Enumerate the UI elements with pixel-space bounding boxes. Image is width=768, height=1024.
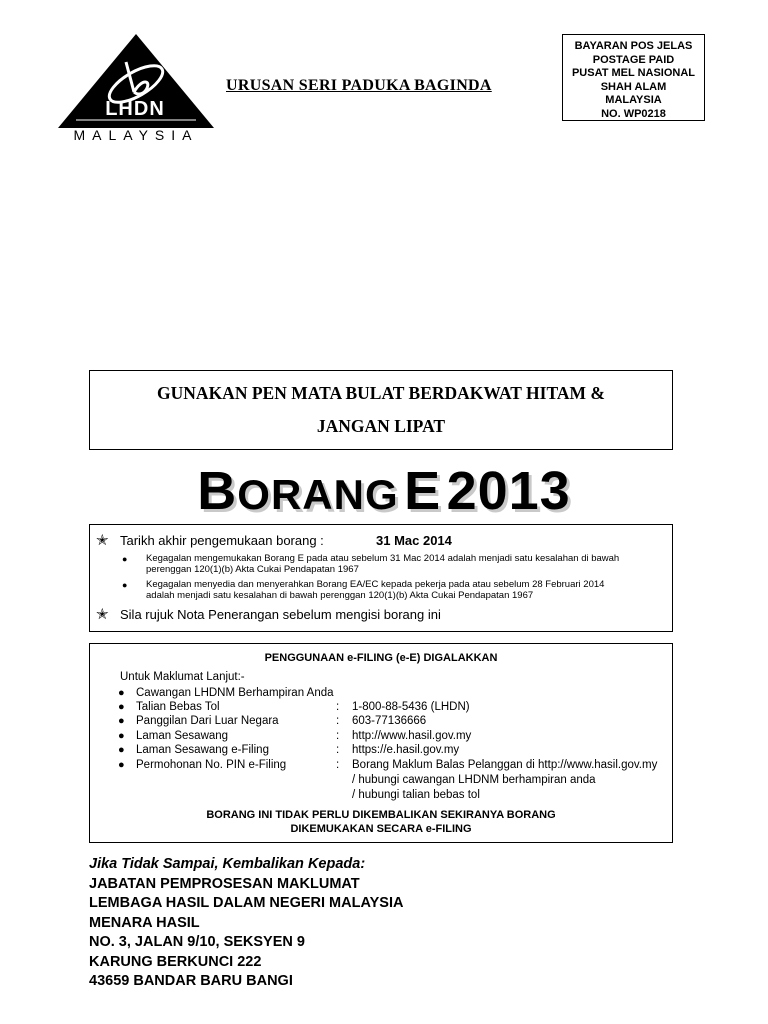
bullet-icon: ● [118,687,125,699]
info-colon: : [336,715,340,727]
postage-line: BAYARAN POS JELAS [574,40,693,52]
info-row [90,687,674,701]
info-label: Laman Sesawang [136,730,229,742]
postage-paid-box [562,34,705,121]
info-row [90,715,674,729]
bullet-icon: ● [118,759,125,771]
title-e: E [404,461,442,521]
lhdn-logo [56,32,216,144]
deadline-date: 31 Mac 2014 [376,533,452,548]
efiling-header: PENGGUNAAN e-FILING (e-E) DIGALAKKAN [264,652,498,664]
info-label: Talian Bebas Tol [136,701,220,713]
title-b: B [197,461,238,521]
note-2-line-2: adalah menjadi satu kesalahan di bawah perenggan 120(1)(b) Akta Cukai Pendapatan 1967 [146,590,534,601]
info-label: Laman Sesawang e-Filing [136,744,269,756]
efiling-footer-1: BORANG INI TIDAK PERLU DIKEMBALIKAN SEKIRANYA BORANG [206,809,556,821]
efiling-box [89,643,673,843]
info-label: Cawangan LHDNM Berhampiran Anda [136,687,334,699]
notice-line-1: GUNAKAN PEN MATA BULAT BERDAKWAT HITAM & [157,383,605,403]
info-label: Permohonan No. PIN e-Filing [136,759,287,771]
refer-note: Sila rujuk Nota Penerangan sebelum mengisi borang ini [120,607,441,622]
address-line: MENARA HASIL [89,914,200,931]
info-value: https://e.hasil.gov.my [352,744,460,756]
bullet-icon: ● [118,730,125,742]
deadline-box [89,524,673,632]
logo-country: MALAYSIA [73,127,199,143]
info-row [90,759,674,773]
address-line: NO. 3, JALAN 9/10, SEKSYEN 9 [89,934,305,950]
title-orang: ORANG [237,471,399,518]
info-label: Panggilan Dari Luar Negara [136,715,279,727]
efiling-intro: Untuk Maklumat Lanjut:- [120,671,245,683]
info-colon: : [336,701,340,713]
note-1-line-1: Kegagalan mengemukakan Borang E pada atau sebelum 31 Mac 2014 adalah menjadi satu kesalahan di bawah [146,553,620,564]
star-icon: ✭ [96,606,109,623]
bullet-icon: ● [118,715,125,727]
note-1-line-2: perenggan 120(1)(b) Akta Cukai Pendapatan 1967 [146,564,359,575]
pin-continuation-2: / hubungi talian bebas tol [352,789,480,801]
info-colon: : [336,730,340,742]
deadline-label: Tarikh akhir pengemukaan borang : [120,533,324,548]
note-2 [146,579,604,601]
info-colon: : [336,759,340,771]
postage-line: POSTAGE PAID [592,53,675,66]
title-year: 2013 [446,461,571,521]
return-address [89,855,403,992]
note-1 [146,553,619,575]
address-line: LEMBAGA HASIL DALAM NEGERI MALAYSIA [89,895,404,911]
postage-line: NO. WP0218 [601,107,666,120]
address-line: JABATAN PEMPROSESAN MAKLUMAT [89,875,360,892]
efiling-footer-2: DIKEMUKAKAN SECARA e-FILING [290,823,472,835]
notice-line-2: JANGAN LIPAT [316,416,446,436]
info-row [90,730,674,744]
address-line: 43659 BANDAR BARU BANGI [89,973,293,989]
info-row [90,744,674,758]
bullet-icon: ● [122,580,128,590]
bullet-icon: ● [118,701,125,713]
info-value: http://www.hasil.gov.my [352,730,472,742]
info-colon: : [336,744,340,756]
return-heading: Jika Tidak Sampai, Kembalikan Kepada: [89,856,366,872]
info-value: 1-800-88-5436 (LHDN) [352,701,470,713]
form-title [0,460,768,522]
info-row [90,701,674,715]
address-line: KARUNG BERKUNCI 222 [89,953,262,970]
note-2-line-1: Kegagalan menyedia dan menyerahkan Borang EA/EC kepada pekerja pada atau sebelum 28 Februari 2014 [146,579,605,590]
logo-text: LHDN [105,98,165,120]
info-value: 603-77136666 [352,715,427,727]
postage-line: PUSAT MEL NASIONAL [571,67,696,80]
bullet-icon: ● [118,744,125,756]
urusan-heading: URUSAN SERI PADUKA BAGINDA [226,77,492,94]
info-value: Borang Maklum Balas Pelanggan di http://www.hasil.gov.my [352,759,658,771]
pen-notice-box [89,370,673,450]
postage-line: MALAYSIA [605,94,662,107]
postage-line: SHAH ALAM [600,80,667,93]
pin-continuation-1: / hubungi cawangan LHDNM berhampiran anda [352,774,596,786]
star-icon: ✭ [96,532,109,549]
bullet-icon: ● [122,554,128,564]
